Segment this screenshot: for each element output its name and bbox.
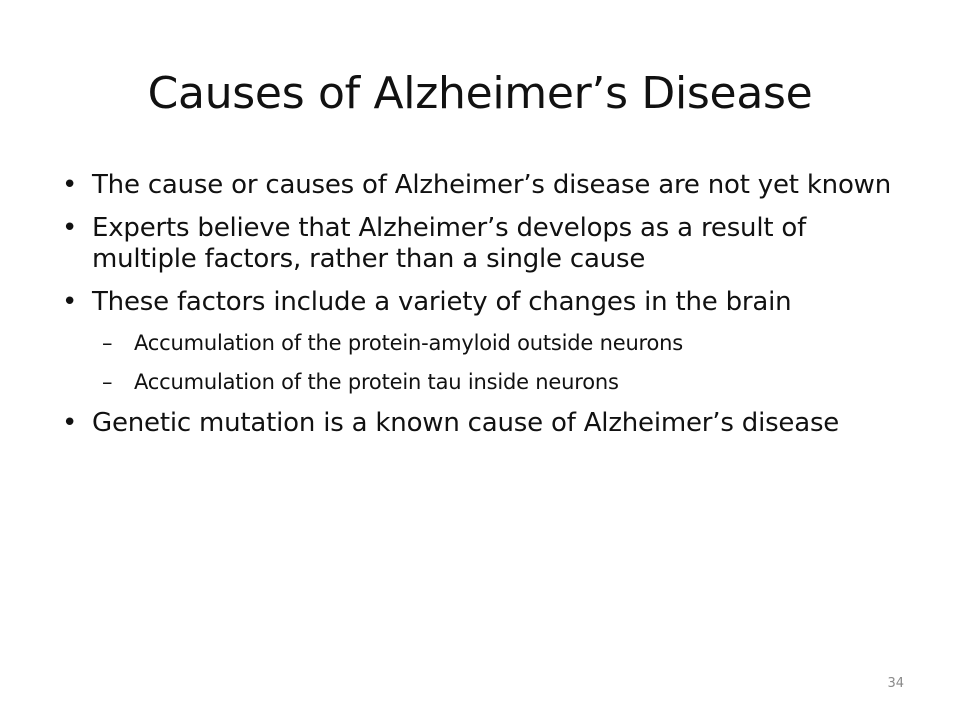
sub-bullet-item bbox=[62, 369, 912, 396]
bullet-marker: • bbox=[62, 213, 78, 243]
sub-bullet-item bbox=[62, 330, 912, 357]
sub-bullet-text: Accumulation of the protein-amyloid outside neurons bbox=[134, 331, 684, 355]
bullet-text: Genetic mutation is a known cause of Alzheimer’s disease bbox=[92, 408, 840, 438]
bullet-marker: • bbox=[62, 408, 78, 438]
slide-title: Causes of Alzheimer’s Disease bbox=[147, 68, 813, 119]
bullet-item bbox=[62, 213, 912, 275]
page-number: 34 bbox=[887, 676, 904, 691]
bullet-text: The cause or causes of Alzheimer’s disease are not yet known bbox=[92, 170, 892, 200]
sub-bullet-marker: – bbox=[102, 370, 113, 394]
bullet-item bbox=[62, 287, 912, 318]
bullet-item bbox=[62, 408, 912, 439]
bullet-marker: • bbox=[62, 170, 78, 200]
sub-bullet-list bbox=[62, 330, 912, 396]
bullet-marker: • bbox=[62, 287, 78, 317]
bullet-item bbox=[62, 170, 912, 201]
sub-bullet-marker: – bbox=[102, 331, 113, 355]
bullet-text: These factors include a variety of changes in the brain bbox=[92, 287, 792, 317]
bullet-list bbox=[62, 170, 912, 451]
sub-bullet-text: Accumulation of the protein tau inside neurons bbox=[134, 370, 619, 394]
bullet-text: Experts believe that Alzheimer’s develops as a result of multiple factors, rather than a single cause bbox=[92, 213, 807, 274]
